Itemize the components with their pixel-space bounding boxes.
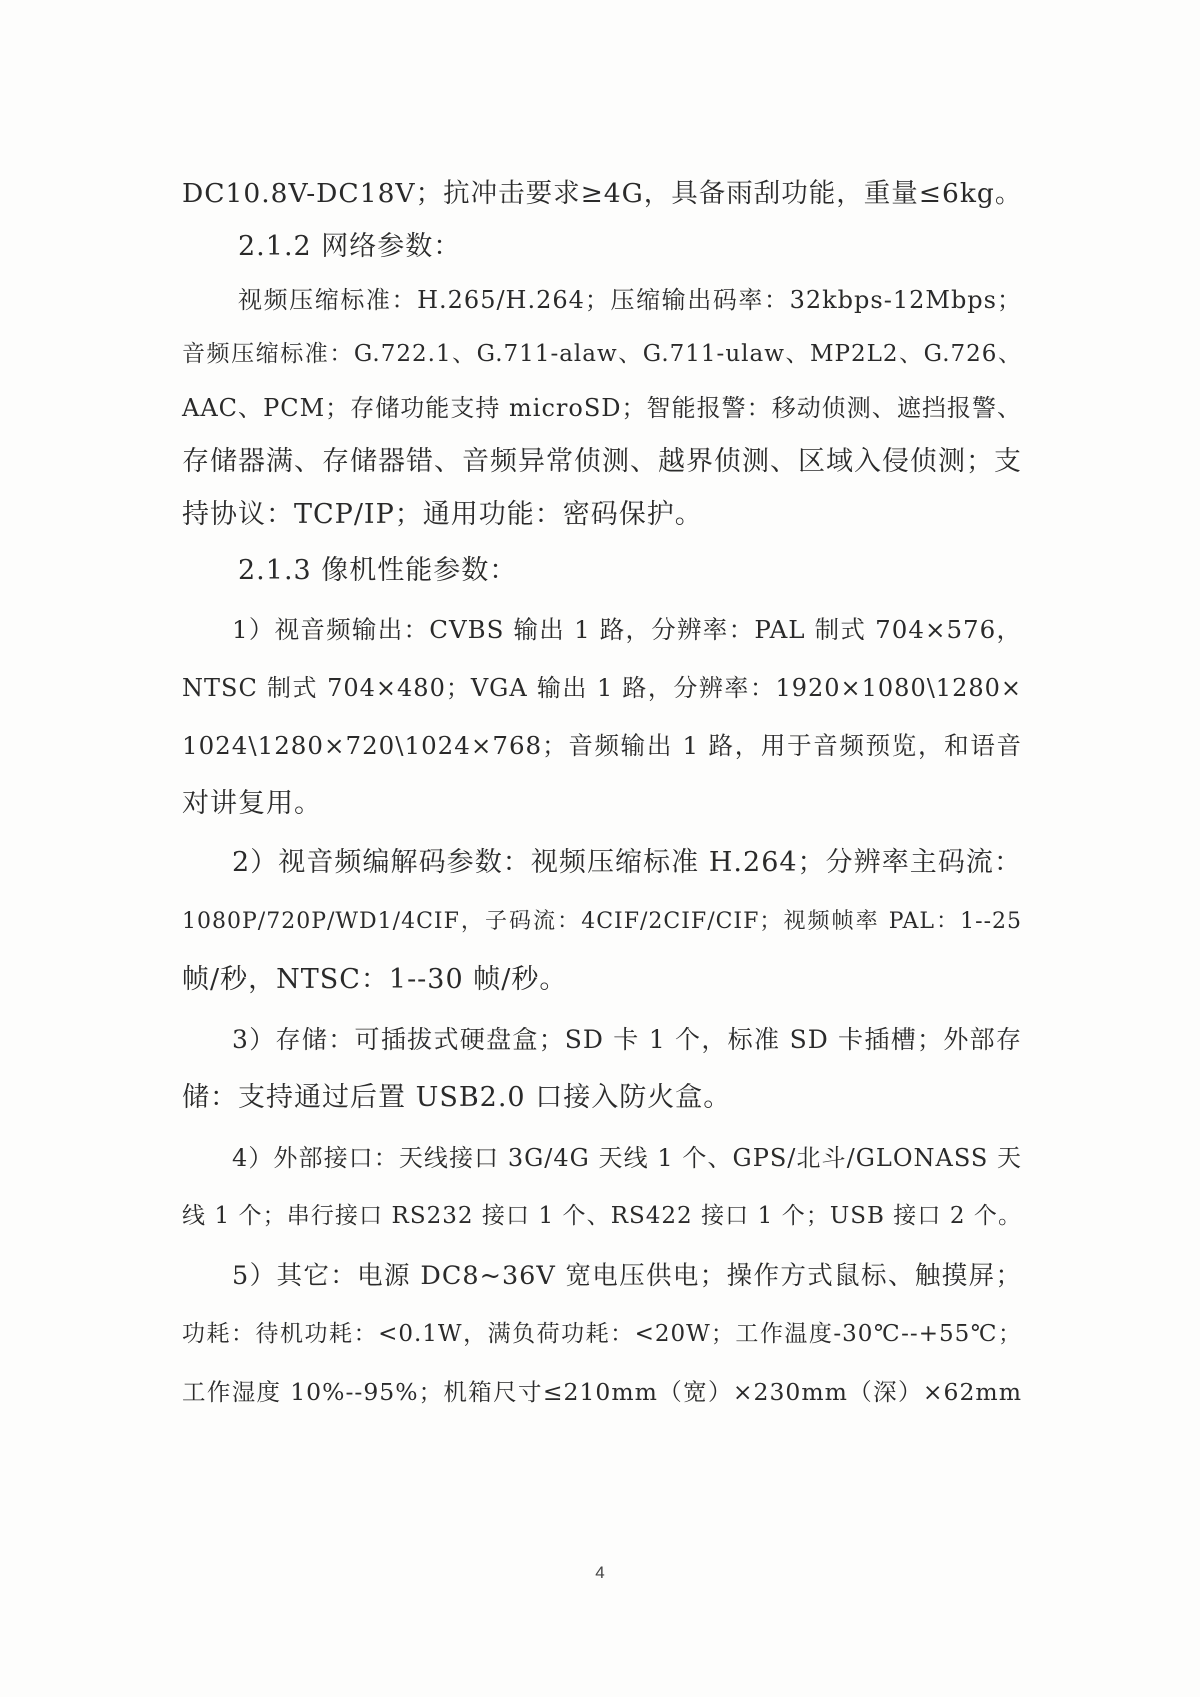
- text-line: 工作湿度 10%--95%；机箱尺寸≤210mm（宽）×230mm（深）×62mm: [182, 1378, 1022, 1406]
- text-line: 2）视音频编解码参数：视频压缩标准 H.264；分辨率主码流：: [232, 847, 1022, 878]
- text-line: DC10.8V-DC18V；抗冲击要求≥4G，具备雨刮功能，重量≤6kg。: [182, 178, 1023, 209]
- text-line: 1080P/720P/WD1/4CIF，子码流：4CIF/2CIF/CIF；视频帧率 PAL：1--25: [182, 909, 1022, 934]
- text-line: NTSC 制式 704×480；VGA 输出 1 路，分辨率：1920×1080\1280×: [182, 674, 1022, 702]
- text-line: 1024\1280×720\1024×768；音频输出 1 路，用于音频预览，和语音: [182, 731, 1022, 760]
- text-line: 帧/秒，NTSC：1--30 帧/秒。: [182, 964, 568, 995]
- text-line: 5）其它：电源 DC8~36V 宽电压供电；操作方式鼠标、触摸屏；: [232, 1261, 1022, 1291]
- text-line: 存储器满、存储器错、音频异常侦测、越界侦测、区域入侵侦测；支: [182, 446, 1022, 477]
- text-line: 储：支持通过后置 USB2.0 口接入防火盒。: [182, 1082, 732, 1113]
- section-heading: 2.1.2 网络参数：: [238, 231, 462, 262]
- text-line: 持协议：TCP/IP；通用功能：密码保护。: [182, 499, 703, 530]
- text-line: 音频压缩标准：G.722.1、G.711-alaw、G.711-ulaw、MP2L2、G.726、: [182, 341, 1022, 367]
- text-line: 视频压缩标准：H.265/H.264；压缩输出码率：32kbps-12Mbps；: [238, 286, 1022, 314]
- text-line: 1）视音频输出：CVBS 输出 1 路，分辨率：PAL 制式 704×576，: [232, 615, 1022, 644]
- text-line: 对讲复用。: [182, 788, 322, 819]
- page-number: 4: [595, 1563, 605, 1582]
- text-line: 3）存储：可插拔式硬盘盒；SD 卡 1 个，标准 SD 卡插槽；外部存: [232, 1025, 1022, 1054]
- text-line: 功耗：待机功耗：<0.1W，满负荷功耗：<20W；工作温度-30℃--+55℃；: [182, 1321, 1022, 1347]
- text-line: 4）外部接口：天线接口 3G/4G 天线 1 个、GPS/北斗/GLONASS 天: [232, 1144, 1022, 1172]
- text-line: AAC、PCM；存储功能支持 microSD；智能报警：移动侦测、遮挡报警、: [182, 394, 1022, 422]
- section-heading: 2.1.3 像机性能参数：: [238, 555, 518, 586]
- text-line: 线 1 个；串行接口 RS232 接口 1 个、RS422 接口 1 个；USB 接口 2 个。: [182, 1203, 1022, 1229]
